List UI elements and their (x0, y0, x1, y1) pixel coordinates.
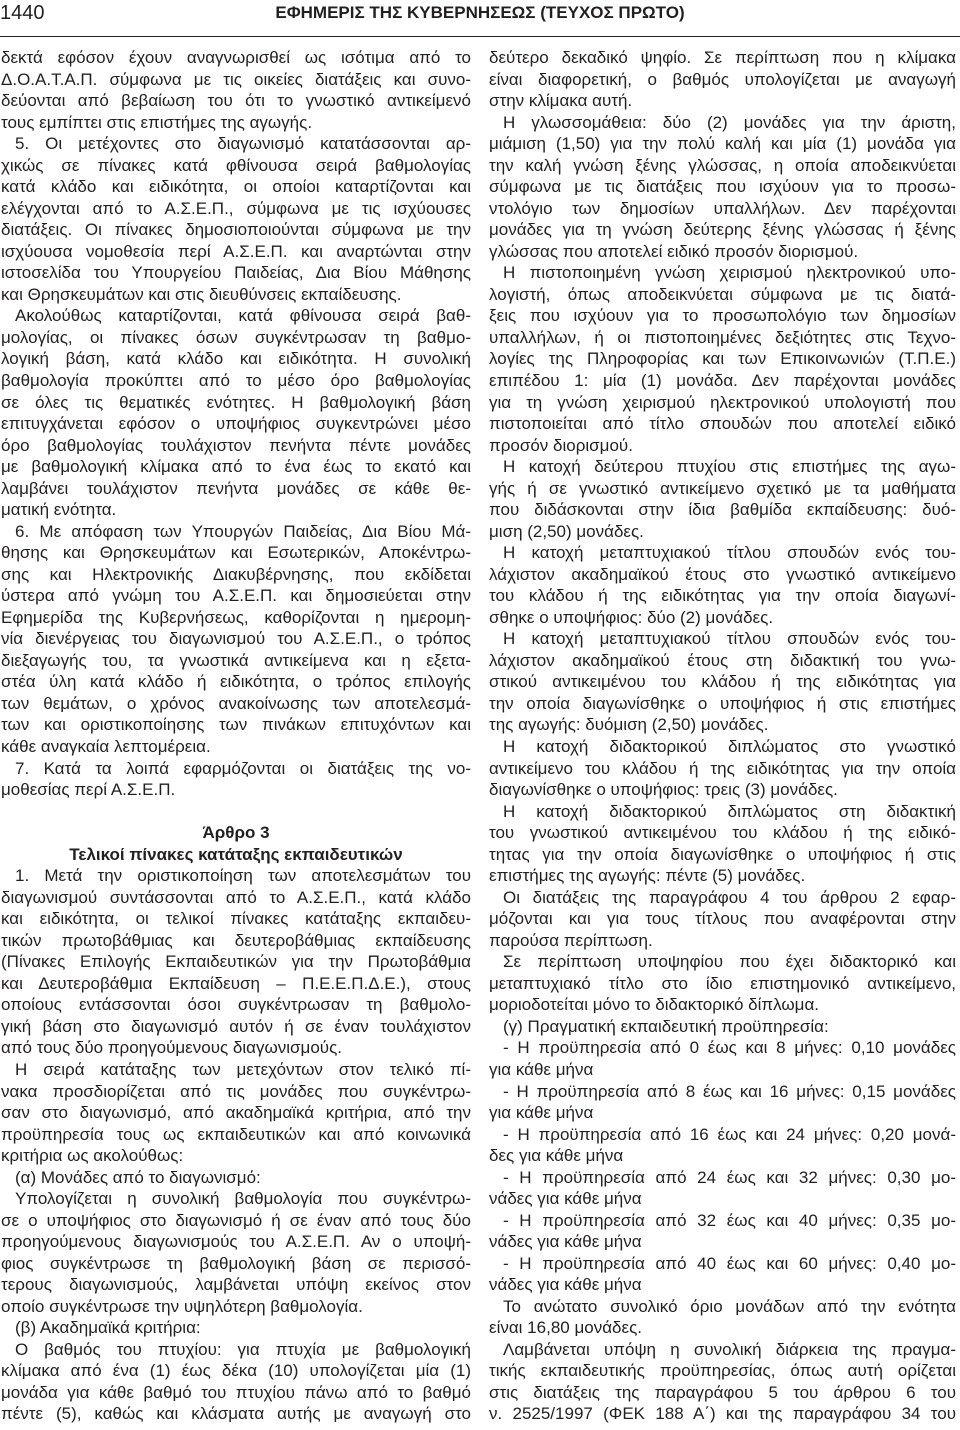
text-line: ύστερα από γνώμη του Α.Σ.Ε.Π. και δημοσιεύεται στην (1, 586, 471, 606)
text-line: μοθεσίας περί Α.Σ.Ε.Π. (1, 780, 176, 800)
paragraph (489, 1037, 956, 1080)
text-line: Λαμβάνεται υπόψη η συνολική διάρκεια της πραγμα- (503, 1339, 956, 1359)
text-line: και ειδικότητα, οι τελικοί πίνακες κατάταξης εκπαιδευ- (1, 909, 471, 929)
text-line: ντολόγιο των δημοσίων υπαλλήλων. Δεν παρέχονται (489, 198, 956, 218)
text-line: των θεμάτων, ο χρόνος ανακοίνωσης των αποτελεσμά- (1, 693, 471, 713)
text-line: σης και Ηλεκτρονικής Διακυβέρνησης, που εκδίδεται (1, 564, 471, 584)
text-line: 7. Κατά τα λοιπά εφαρμόζονται οι διατάξεις της νο- (15, 758, 471, 778)
text-line: ν. 2525/1997 (ΦΕΚ 188 Α΄) και της παραγράφου 34 του (489, 1404, 956, 1424)
text-line: μόζονται και για τους τίτλους που αναφέρονται στην (489, 909, 956, 929)
paragraph (1, 1059, 471, 1167)
paragraph (489, 456, 956, 542)
text-line: επιτυγχάνεται εφόσον ο υποψήφιος συγκεντρώνει μέσο (1, 414, 471, 434)
text-line: και Δευτεροβάθμια Εκπαίδευση – Π.Ε.Ε.Π.Δ.Ε.), στους (1, 973, 471, 993)
text-line: λαμβάνει τουλάχιστον πενήντα μονάδες σε κάθε θε- (1, 478, 471, 498)
text-line: - Η προϋπηρεσία από 24 έως και 32 μήνες: 0,30 μο- (503, 1167, 956, 1187)
text-line: την οποία διαγωνίσθηκε ο υποψήφιος ή στις επιστήμες (489, 693, 956, 713)
text-line: διαγωνίσθηκε ο υποψήφιος: τρεις (3) μονάδες. (489, 780, 838, 800)
page-header (0, 0, 960, 36)
text-line: στικού αντικειμένου του κλάδου ή της ειδικότητας για (489, 672, 956, 692)
text-line: κατά κλάδο και ειδικότητα, οι οποίοι καταρτίζονται και (1, 177, 471, 197)
text-line: νάδες για κάθε μήνα (489, 1232, 642, 1252)
text-line: 1. Μετά την οριστικοποίηση των αποτελεσμάτων του (15, 866, 471, 886)
text-line: Υπολογίζεται η συνολική βαθμολογία που συγκέντρω- (15, 1189, 471, 1209)
paragraph (489, 112, 956, 263)
text-line: ματική ενότητα. (1, 500, 117, 520)
text-line: και Θρησκευμάτων και στις διευθύνσεις εκπαίδευσης. (1, 284, 402, 304)
paragraph (1, 1339, 471, 1425)
text-line: - Η προϋπηρεσία από 32 έως και 40 μήνες: 0,35 μο- (503, 1210, 956, 1230)
paragraph (1, 758, 471, 801)
text-line: αντικείμενο του κλάδου ή της ειδικότητας για την οποία (489, 758, 956, 778)
text-line: δεύτερο δεκαδικό ψηφίο. Σε περίπτωση που η κλίμακα (489, 48, 956, 67)
paragraph (489, 887, 956, 952)
text-line: Η κατοχή μεταπτυχιακού τίτλου σπουδών ενός του- (503, 543, 956, 563)
text-line: - Η προϋπηρεσία από 8 έως και 16 μήνες: 0,15 μονάδες (503, 1081, 956, 1101)
header-rule (0, 36, 960, 37)
text-line: λογική βάση, κατά κλάδο και ειδικότητα. Η συνολική (1, 349, 471, 369)
text-line: Δ.Ο.Α.Τ.Α.Π. σύμφωνα με τις οικείες διατάξεις και συνο- (1, 69, 471, 89)
text-line: Η σειρά κατάταξης των μετεχόντων στον τελικό πί- (15, 1059, 471, 1079)
text-line: σε ο υποψήφιος στο διαγωνισμό ή σε έναν από τους δύο (1, 1210, 471, 1230)
text-line: Οι διατάξεις της παραγράφου 4 του άρθρου 2 εφαρ- (503, 887, 956, 907)
text-line: Ακολούθως καταρτίζονται, κατά φθίνουσα σειρά βαθ- (15, 306, 471, 326)
paragraph (489, 801, 956, 887)
text-line: θησης και Θρησκευμάτων και Εσωτερικών, Αποκέντρω- (1, 543, 471, 563)
text-line: νακα προσδιορίζεται από τις μονάδες που συγκέντρω- (1, 1081, 471, 1101)
text-line: λογίες της Πληροφορίας και των Επικοινωνιών (Τ.Π.Ε.) (489, 349, 956, 369)
text-line: Ο βαθμός του πτυχίου: για πτυχία με βαθμολογική (15, 1339, 471, 1359)
right-column (489, 47, 956, 1425)
text-line: διεξαγωγής του, τα γνωστικά αντικείμενα και η εξετα- (1, 650, 471, 670)
text-line: προϋπηρεσία τους ως εκπαιδευτικών και από κοινωνικά (1, 1124, 471, 1144)
text-line: των και οριστικοποίησης των πινάκων επιτυχόντων και (1, 715, 471, 735)
paragraph (489, 1253, 956, 1296)
paragraph (489, 1296, 956, 1339)
paragraph (489, 628, 956, 736)
paragraph (489, 1210, 956, 1253)
text-line: στην κλίμακα αυτή. (489, 91, 633, 111)
text-line: την καλή γνώση ξένης γλώσσας, η οποία αποδεικνύεται (489, 155, 956, 175)
paragraph (1, 1317, 471, 1339)
text-line: Η κατοχή διδακτορικού διπλώματος στο γνωστικό (503, 737, 956, 756)
text-line: μιάμιση (1,50) για την πολύ καλή και μία (1) μονάδα για (489, 134, 956, 154)
paragraph (1, 133, 471, 305)
text-line: Η κατοχή δεύτερου πτυχίου στις επιστήμες της αγω- (503, 457, 956, 477)
text-line: μονάδες για τη γνώση δεύτερης ξένης γλώσσας ή ξένης (489, 220, 956, 240)
article-title: Τελικοί πίνακες κατάταξης εκπαιδευτικών (69, 844, 403, 864)
paragraph (489, 1016, 956, 1038)
paragraph (1, 1188, 471, 1317)
paragraph (1, 305, 471, 520)
text-line: προηγούμενους διαγωνισμούς του Α.Σ.Ε.Π. Αν ο υποψή- (1, 1232, 471, 1252)
text-line: λάχιστον ακαδημαϊκού έτους στο γνωστικό αντικείμενο (489, 564, 956, 584)
text-line: φιος συγκέντρωσε τη βαθμολογική βάση σε περισσό- (1, 1253, 471, 1273)
text-line: για κάθε μήνα (489, 1103, 594, 1123)
paragraph (1, 521, 471, 758)
text-line: Το ανώτατο συνολικό όριο μονάδων από την ενότητα (503, 1296, 956, 1316)
text-line: Η γλωσσομάθεια: δύο (2) μονάδες για την άριστη, (503, 112, 956, 132)
text-line: μεταπτυχιακό τίτλο στο ίδιο επιστημονικό αντικείμενο, (489, 973, 956, 993)
text-line: μονάδα για κάθε βαθμό του πτυχίου πάνω από το βαθμό (1, 1382, 471, 1402)
text-line: - Η προϋπηρεσία από 40 έως και 60 μήνες: 0,40 μο- (503, 1253, 956, 1273)
text-line: της αγωγής: δυόμιση (2,50) μονάδες. (489, 715, 769, 735)
paragraph (489, 1339, 956, 1425)
text-line: πιστοποιείται από τίτλο σπουδών που αποτελεί ειδικό (489, 414, 956, 434)
paragraph (489, 262, 956, 456)
text-line: πέντε (5), καθώς και κλάσματα αυτής με αναγωγή στο (1, 1404, 471, 1424)
article-number: Άρθρο 3 (202, 823, 270, 843)
text-line: για τη γνώση χειρισμού ηλεκτρονικού υπολογιστή που (489, 392, 956, 412)
text-line: (γ) Πραγματική εκπαιδευτική προϋπηρεσία: (503, 1016, 829, 1036)
text-line: δεκτά εφόσον έχουν αναγνωρισθεί ως ισότιμα από το (1, 48, 471, 67)
article-heading (1, 822, 471, 865)
text-line: Σε περίπτωση υποψηφίου που έχει διδακτορικό και (503, 952, 956, 972)
text-line: Η κατοχή διδακτορικού διπλώματος στη διδακτική (503, 801, 956, 821)
text-line: νάδες για κάθε μήνα (489, 1189, 642, 1209)
text-line: υπαλλήλων, ή οι πιστοποιημένες δεξιότητες στις Τεχνο- (489, 327, 956, 347)
text-line: - Η προϋπηρεσία από 16 έως και 24 μήνες: 0,20 μονά- (503, 1124, 956, 1144)
text-line: 5. Οι μετέχοντες στο διαγωνισμό κατατάσσονται αρ- (15, 134, 471, 154)
text-line: σε όλες τις θεματικές ενότητες. Η βαθμολογική βάση (1, 392, 471, 412)
text-line: τικής εκπαιδευτικής προϋπηρεσίας, όπως αυτή ορίζεται (489, 1361, 956, 1381)
text-line: ισχύουσα νομοθεσία περί Α.Σ.Ε.Π. και αναρτώνται στην (1, 241, 471, 261)
text-line: σύμφωνα με τις διατάξεις που ισχύουν για το προσω- (489, 177, 956, 197)
text-line: κλίμακα από ένα (1) έως δέκα (10) υπολογίζεται μία (1) (1, 1361, 471, 1381)
text-line: του κλάδου ή της ειδικότητας για την οποία διαγωνί- (489, 586, 956, 606)
text-line: βαθμολογία προκύπτει από το μέσο όρο βαθμολογίας (1, 370, 471, 390)
text-line: 6. Με απόφαση των Υπουργών Παιδείας, Δια Βίου Μά- (15, 521, 471, 541)
text-line: λάχιστον ακαδημαϊκού έτους στη διδακτική του γνω- (489, 650, 956, 670)
text-line: με βαθμολογική κλίμακα από το ένα έως το εκατό και (1, 457, 471, 477)
text-line: στέα ύλη κατά κλάδο ή ειδικότητα, ο τρόπος επιλογής (1, 672, 471, 692)
text-line: μιση (2,50) μονάδες. (489, 521, 644, 541)
text-line: επιπέδου 1: μία (1) μονάδα. Δεν παρέχονται μονάδες (489, 370, 956, 390)
text-line: παρούσα περίπτωση. (489, 930, 653, 950)
paragraph (489, 47, 956, 112)
paragraph (489, 736, 956, 801)
text-line: Η πιστοποιημένη γνώση χειρισμού ηλεκτρονικού υπο- (503, 263, 956, 283)
paragraph (489, 951, 956, 1016)
text-line: ιστοσελίδα του Υπουργείου Παιδείας, Δια Βίου Μάθησης (1, 263, 471, 283)
text-line: όρο βαθμολογίας τουλάχιστον πενήντα πέντε μονάδες (1, 435, 471, 455)
paragraph (489, 1124, 956, 1167)
text-line: είναι 16,80 μονάδες. (489, 1318, 642, 1338)
paragraph (1, 865, 471, 1059)
text-line: λογιστή, όπως αποδεικνύεται σύμφωνα με τις διατά- (489, 284, 956, 304)
text-line: τητας για την οποία διαγωνίσθηκε ο υποψήφιος ή στις (489, 844, 956, 864)
text-line: επιστήμες της αγωγής: πέντε (5) μονάδες. (489, 866, 806, 886)
text-line: ελέγχονται από το Α.Σ.Ε.Π., σύμφωνα με τις ισχύουσες (1, 198, 471, 218)
text-line: τερους διαγωνισμούς, λαμβάνεται υπόψη εκείνος στον (1, 1275, 471, 1295)
text-line: χικώς σε πίνακες κατά φθίνουσα σειρά βαθμολογίας (1, 155, 471, 175)
left-column (1, 47, 471, 1425)
text-line: μοριοδοτείται μόνο το διδακτορικό δίπλωμα. (489, 995, 819, 1015)
paragraph (489, 1081, 956, 1124)
gazette-title: ΕΦΗΜΕΡΙΣ ΤΗΣ ΚΥΒΕΡΝΗΣΕΩΣ (ΤΕΥΧΟΣ ΠΡΩΤΟ) (275, 3, 685, 22)
text-line: διατάξεις. Οι πίνακες δημοσιοποιούνται σύμφωνα με την (1, 220, 471, 240)
text-line: δεύονται από βεβαίωση του ότι το γνωστικό αντικείμενό (1, 91, 471, 111)
text-line: τους εμπίπτει στις επιστήμες της αγωγής. (1, 112, 313, 132)
text-line: από τους δύο προηγούμενους διαγωνισμούς. (1, 1038, 342, 1058)
text-line: κάθε αναγκαία λεπτομέρεια. (1, 737, 211, 756)
paragraph (1, 47, 471, 133)
text-line: του γνωστικού αντικειμένου του κλάδου ή της ειδικό- (489, 823, 956, 843)
text-line: οποίο συγκέντρωσε την υψηλότερη βαθμολογία. (1, 1296, 363, 1316)
text-line: Εφημερίδα της Κυβερνήσεως, καθορίζονται η ημερομη- (1, 607, 471, 627)
text-line: (β) Ακαδημαϊκά κριτήρια: (15, 1318, 201, 1338)
text-line: μολογίας, οι πίνακες όσων συγκέντρωσαν τη βαθμο- (1, 327, 471, 347)
text-line: που διδάσκονται στην ίδια βαθμίδα εκπαίδευσης: δυό- (489, 500, 956, 520)
text-line: διαγωνισμού συντάσσονται από το Α.Σ.Ε.Π., κατά κλάδο (1, 887, 471, 907)
text-line: σαν στο διαγωνισμό, από ακαδημαϊκά κριτήρια, από την (1, 1103, 471, 1123)
paragraph (489, 542, 956, 628)
text-line: για κάθε μήνα (489, 1059, 594, 1079)
text-line: ξεις που ισχύουν για το προσωπολόγιο των δημοσίων (489, 306, 956, 326)
text-line: προσόν διορισμού. (489, 435, 633, 455)
text-line: οποίους εντάσσονται όσοι συγκέντρωσαν τη βαθμολο- (1, 995, 471, 1015)
text-line: κριτήρια ως ακολούθως: (1, 1146, 184, 1166)
text-line: γής ή σε γνωστικό αντικείμενο σχετικό με τα μαθήματα (489, 478, 956, 498)
text-line: δες για κάθε μήνα (489, 1146, 624, 1166)
text-line: - Η προϋπηρεσία από 0 έως και 8 μήνες: 0,10 μονάδες (503, 1038, 956, 1058)
text-line: στις διατάξεις της παραγράφου 5 του άρθρου 6 του (489, 1382, 956, 1402)
page-number: 1440 (0, 2, 45, 24)
text-line: γλώσσας που αποτελεί ειδικό προσόν διορισμού. (489, 241, 859, 261)
paragraph (1, 1167, 471, 1189)
text-line: (Πίνακες Επιλογής Εκπαιδευτικών για την Πρωτοβάθμια (1, 952, 471, 972)
text-line: σθηκε ο υποψήφιος: δύο (2) μονάδες. (489, 607, 774, 627)
paragraph (489, 1167, 956, 1210)
text-line: νία διενέργειας του διαγωνισμού του Α.Σ.Ε.Π., ο τρόπος (1, 629, 471, 649)
text-line: είναι διαφορετική, ο βαθμός υπολογίζεται με αναγωγή (489, 69, 956, 89)
text-line: νάδες για κάθε μήνα (489, 1275, 642, 1295)
text-line: τικών πρωτοβάθμιας και δευτεροβάθμιας εκπαίδευσης (1, 930, 471, 950)
text-line: γική βάση στο διαγωνισμό αυτόν ή σε έναν τουλάχιστον (1, 1016, 471, 1036)
text-line: Η κατοχή μεταπτυχιακού τίτλου σπουδών ενός του- (503, 629, 956, 649)
text-line: (α) Μονάδες από το διαγωνισμό: (15, 1167, 261, 1187)
